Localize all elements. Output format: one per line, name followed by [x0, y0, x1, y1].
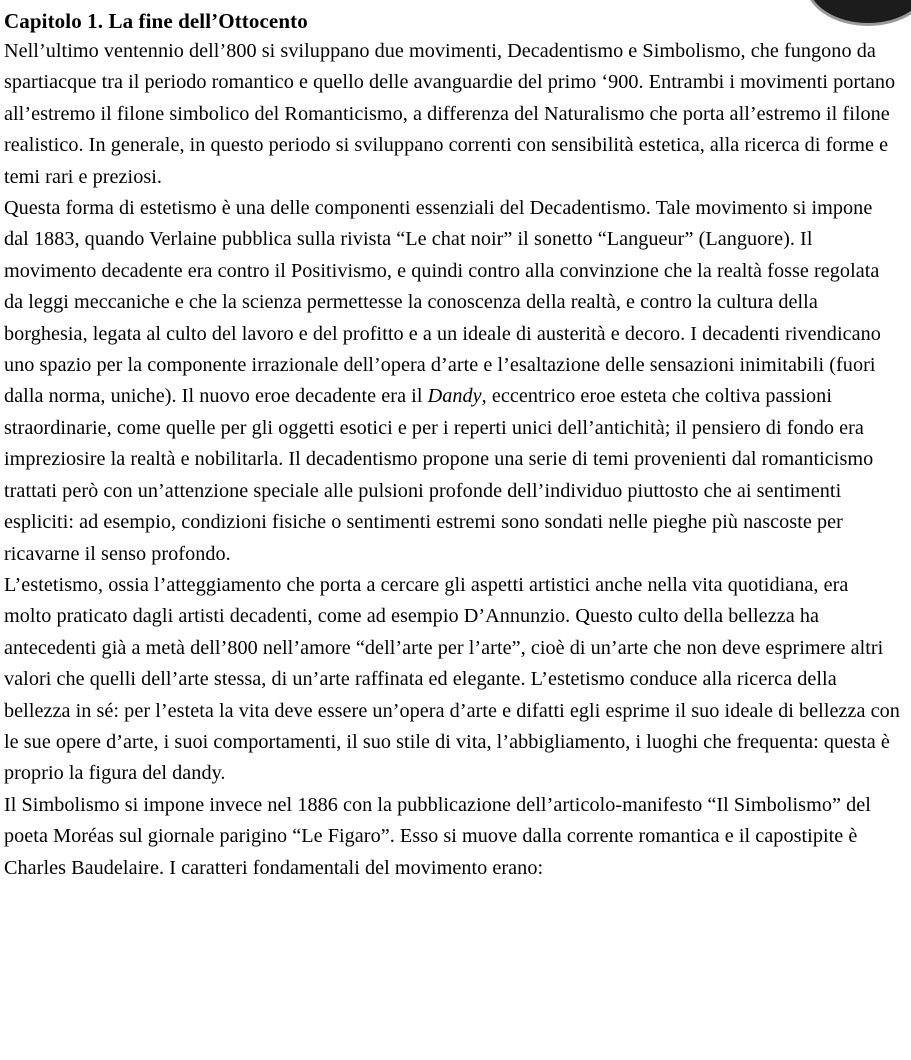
paragraph-decadentismo-part1: Questa forma di estetismo è una delle componenti essenziali del Decadentismo. Tale movimento si impone dal 1883, quando Verlaine pubblica sulla rivista “Le chat noir” il sonetto “Langueur” (Languore). Il movimento decadente era contro il Positivismo, e quindi contro alla convinzione che la realtà fosse regolata da leggi meccaniche e che la scienza permettesse la conoscenza della realtà, e contro la cultura della borghesia, legata al culto del lavoro e del profitto e a un ideale di austerità e decoro. I decadenti rivendicano uno spazio per la componente irrazionale dell’opera d’arte e l’esaltazione delle sensazioni inimitabili (fuori dalla norma, uniche). Il nuovo eroe decadente era il: [4, 197, 881, 408]
paragraph-decadentismo-part2: , eccentrico eroe esteta che coltiva passioni straordinarie, come quelle per gli oggetti esotici e per i reperti unici dell’antichità; il pensiero di fondo era impreziosire la realtà e nobilitarla. Il decadentismo propone una serie di temi provenienti dal romanticismo trattati però con un’attenzione speciale alle pulsioni profonde dell’individuo piuttosto che ai sentimenti espliciti: ad esempio, condizioni fisiche o sentimenti estremi sono sondati nelle pieghe più nascoste per ricavarne il senso profondo.: [4, 385, 874, 565]
paragraph-estetismo: L’estetismo, ossia l’atteggiamento che porta a cercare gli aspetti artistici anche nella vita quotidiana, era molto praticato dagli artisti decadenti, come ad esempio D’Annunzio. Questo culto della bellezza ha antecedenti già a metà dell’800 nell’amore “dell’arte per l’arte”, cioè di un’arte che non deve esprimere altri valori che quelli dell’arte stessa, di un’arte raffinata ed elegante. L’estetismo conduce alla ricerca della bellezza in sé: per l’esteta la vita deve essere un’opera d’arte e difatti egli esprime il suo ideale di bellezza con le sue opere d’arte, i suoi comportamenti, il suo stile di vita, l’abbigliamento, i luoghi che frequenta: questa è proprio la figura del dandy.: [4, 573, 900, 785]
chapter-title: Capitolo 1. La fine dell’Ottocento: [4, 9, 308, 33]
document-page: [4, 6, 900, 884]
paragraph-intro: Nell’ultimo ventennio dell’800 si sviluppano due movimenti, Decadentismo e Simbolismo, che fungono da spartiacque tra il periodo romantico e quello delle avanguardie del primo ‘900. Entrambi i movimenti portano all’estremo il filone simbolico del Romanticismo, a differenza del Naturalismo che porta all’estremo il filone realistico. In generale, in questo periodo si sviluppano correnti con sensibilità estetica, alla ricerca di forme e temi rari e preziosi.: [4, 40, 896, 188]
dandy-italic: Dandy: [427, 385, 482, 408]
paragraph-simbolismo: Il Simbolismo si impone invece nel 1886 con la pubblicazione dell’articolo-manifesto “Il Simbolismo” del poeta Moréas sul giornale parigino “Le Figaro”. Esso si muove dalla corrente romantica e il capostipite è Charles Baudelaire. I caratteri fondamentali del movimento erano:: [4, 793, 871, 879]
paragraph-decadentismo: [4, 193, 900, 570]
